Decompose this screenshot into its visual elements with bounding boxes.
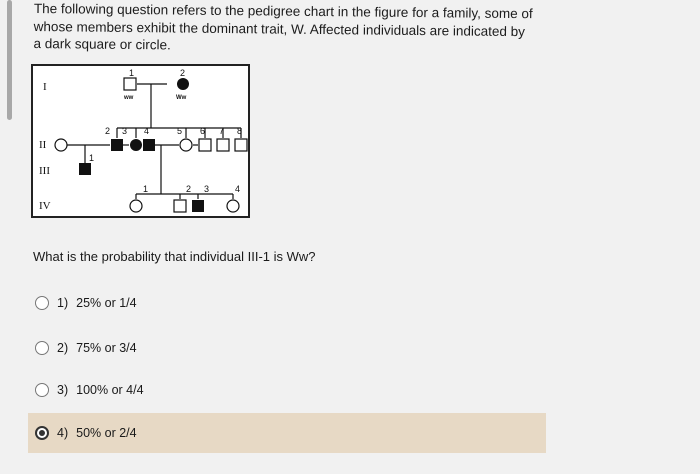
gen2-male-6-unaffected — [199, 139, 211, 151]
gen4-female-4-unaffected — [227, 200, 239, 212]
gen4-number-2: 2 — [186, 184, 192, 194]
gen-label-IV: IV — [39, 200, 51, 212]
question-line-3: a dark square or circle. — [33, 35, 171, 53]
gen2-male-4-affected — [143, 139, 155, 151]
gen2-number-5: 5 — [177, 126, 183, 136]
option-number-1: 1) — [57, 296, 69, 310]
option-label-1: 25% or 1/4 — [76, 296, 137, 310]
question-text — [33, 0, 554, 58]
gen4-male-2-unaffected — [174, 200, 186, 212]
answer-option-4[interactable] — [28, 413, 546, 453]
gen4-number-3: 3 — [204, 184, 210, 194]
scrollbar[interactable] — [7, 0, 12, 120]
question-line-2: whose members exhibit the dominant trait, W. Affected individuals are indicated by — [33, 18, 526, 39]
option-label-3: 100% or 4/4 — [76, 383, 144, 397]
answer-option-3[interactable] — [28, 370, 546, 410]
gen1-number-2: 2 — [180, 68, 186, 78]
question-prompt: What is the probability that individual III-1 is Ww? — [33, 249, 316, 264]
gen3-number-1: 1 — [89, 153, 95, 163]
gen2-number-8: 8 — [237, 126, 243, 136]
gen2-male-2-affected — [111, 139, 123, 151]
gen3-male-1-affected — [79, 163, 91, 175]
gen-label-II: II — [39, 139, 47, 151]
gen2-number-2: 2 — [105, 126, 111, 136]
gen-label-III: III — [39, 165, 50, 177]
option-number-3: 3) — [57, 383, 69, 397]
gen4-male-3-affected — [192, 200, 204, 212]
gen2-male-8-unaffected — [235, 139, 247, 151]
option-number-2: 2) — [57, 341, 69, 355]
gen2-female-3-affected — [130, 139, 142, 151]
pedigree-chart — [31, 64, 250, 218]
gen1-genotype-2: Ww — [176, 95, 187, 101]
gen-label-I: I — [43, 81, 47, 93]
gen1-genotype-1: ww — [124, 95, 134, 101]
radio-button-2[interactable] — [35, 341, 49, 355]
radio-button-1[interactable] — [35, 296, 49, 310]
gen1-female-2-affected — [177, 78, 189, 90]
gen2-number-4: 4 — [144, 126, 150, 136]
gen4-female-1-unaffected — [130, 200, 142, 212]
option-number-4: 4) — [57, 426, 69, 440]
gen2-number-6: 6 — [200, 126, 206, 136]
gen2-female-1-unaffected — [55, 139, 67, 151]
gen2-female-5-unaffected — [180, 139, 192, 151]
radio-button-3[interactable] — [35, 383, 49, 397]
gen2-number-3: 3 — [122, 126, 128, 136]
gen4-number-4: 4 — [235, 184, 241, 194]
option-label-2: 75% or 3/4 — [76, 341, 137, 355]
pedigree-diagram — [33, 66, 248, 216]
gen4-number-1: 1 — [143, 184, 149, 194]
answer-option-1[interactable] — [28, 283, 546, 323]
gen2-number-7: 7 — [219, 126, 225, 136]
radio-button-4-selected[interactable] — [35, 426, 49, 440]
option-label-4: 50% or 2/4 — [76, 426, 137, 440]
answer-option-2[interactable] — [28, 328, 546, 368]
gen1-male-1-unaffected — [124, 78, 136, 90]
gen2-male-7-unaffected — [217, 139, 229, 151]
gen1-number-1: 1 — [129, 68, 135, 78]
question-line-1: The following question refers to the pedigree chart in the figure for a family, some of — [33, 0, 533, 22]
